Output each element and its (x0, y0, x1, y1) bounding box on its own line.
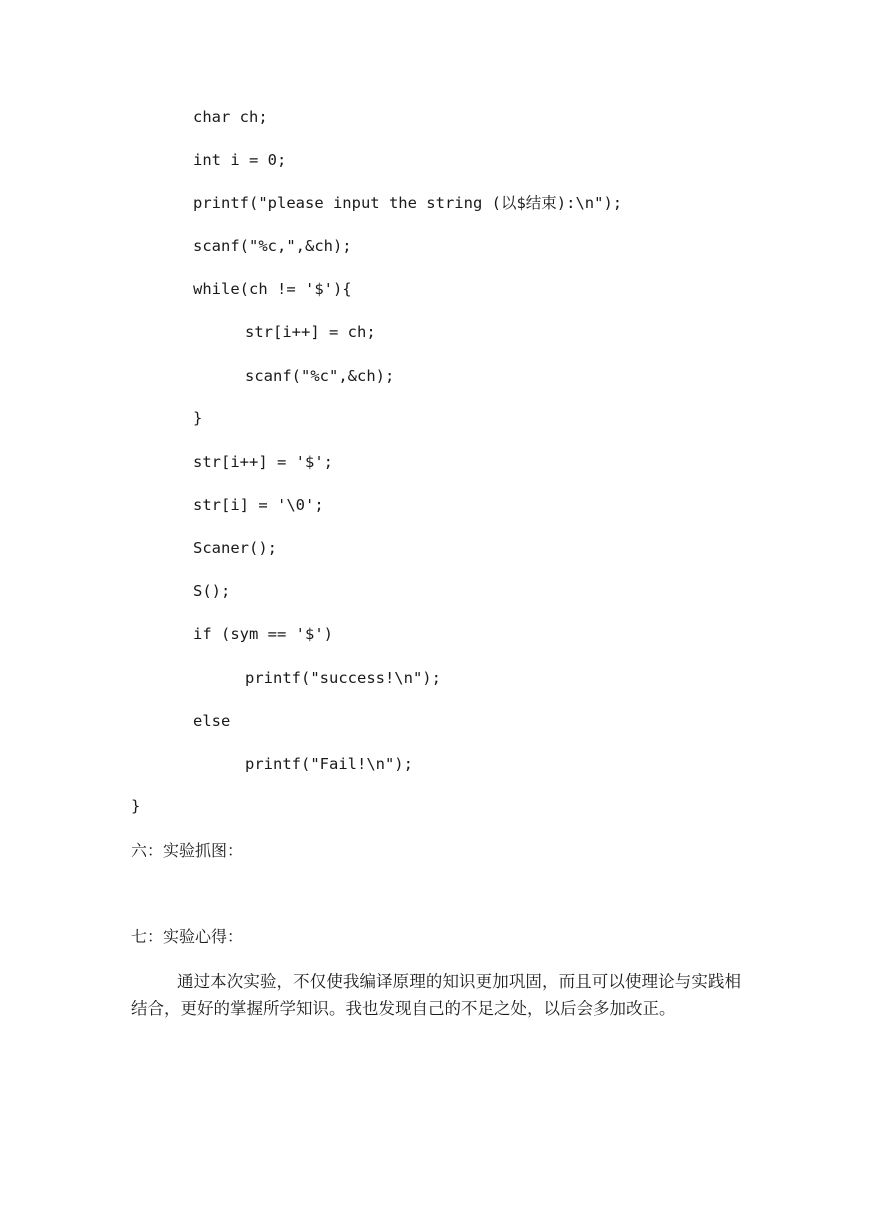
section-heading-screenshots: 六：实验抓图： (131, 841, 244, 860)
code-line: scanf("%c",&ch); (245, 367, 395, 385)
code-line: str[i] = '\0'; (193, 496, 324, 514)
code-line: else (193, 712, 231, 730)
code-line: scanf("%c,",&ch); (193, 237, 352, 255)
code-line: printf("Fail!\n"); (245, 755, 413, 773)
code-line: printf("please input the string (以$结束):\n"); (193, 194, 623, 212)
code-line: } (193, 409, 203, 427)
code-line: str[i++] = ch; (245, 323, 376, 341)
reflection-paragraph: 通过本次实验，不仅使我编译原理的知识更加巩固，而且可以使理论与实践相结合，更好的掌握所学知识。我也发现自己的不足之处，以后会多加改正。 (131, 972, 741, 1018)
code-line: S(); (193, 582, 231, 600)
code-line: char ch; (193, 108, 268, 126)
code-line: Scaner(); (193, 539, 277, 557)
code-line: printf("success!\n"); (245, 669, 441, 687)
code-line: if (sym == '$') (193, 625, 333, 643)
code-line: str[i++] = '$'; (193, 453, 333, 471)
code-line: while(ch != '$'){ (193, 280, 352, 298)
code-line: } (131, 797, 141, 815)
section-heading-reflection: 七：实验心得： (131, 927, 244, 946)
code-line: int i = 0; (193, 151, 287, 169)
